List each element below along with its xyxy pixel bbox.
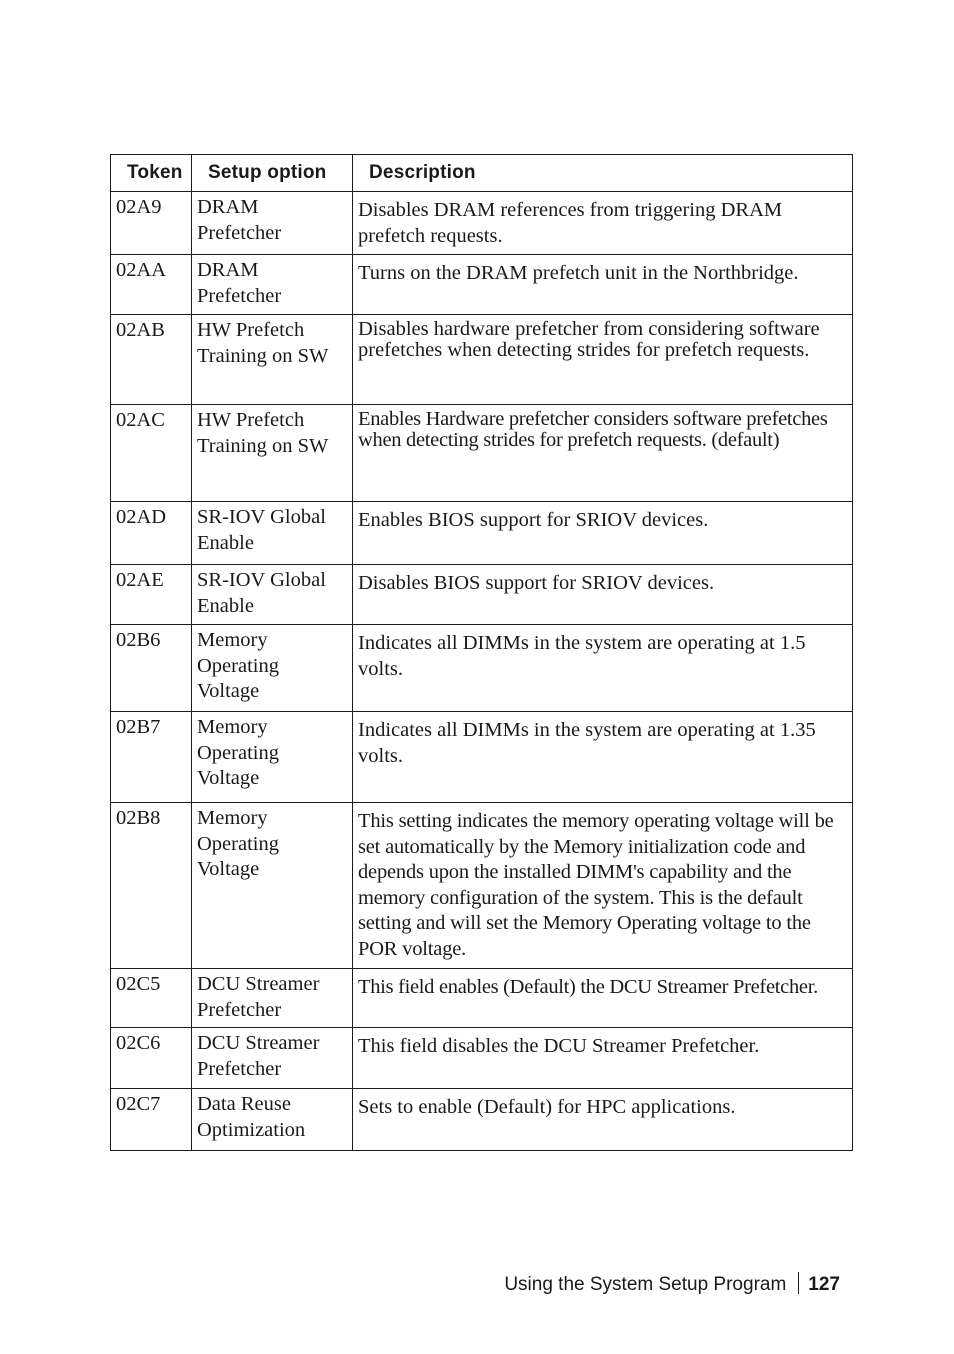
token-cell: 02AB <box>111 315 192 405</box>
table-row <box>111 405 853 502</box>
description-cell: This field enables (Default) the DCU Streamer Prefetcher. <box>353 969 853 1028</box>
header-setup-option: Setup option <box>192 155 353 192</box>
description-cell: Turns on the DRAM prefetch unit in the Northbridge. <box>353 255 853 315</box>
token-cell: 02AA <box>111 255 192 315</box>
table-row <box>111 255 853 315</box>
option-cell: HW Prefetch Training on SW <box>192 315 353 405</box>
option-cell: Memory Operating Voltage <box>192 625 353 712</box>
option-cell: SR-IOV Global Enable <box>192 502 353 565</box>
description-cell: Indicates all DIMMs in the system are operating at 1.5 volts. <box>353 625 853 712</box>
description-cell: Sets to enable (Default) for HPC applications. <box>353 1089 853 1151</box>
token-cell: 02B7 <box>111 712 192 803</box>
option-cell: Memory Operating Voltage <box>192 712 353 803</box>
table-header-row <box>111 155 853 192</box>
option-cell: HW Prefetch Training on SW <box>192 405 353 502</box>
page-number: 127 <box>808 1274 840 1295</box>
description-cell: Enables Hardware prefetcher considers software prefetches when detecting strides for prefetch requests. (default) <box>353 405 853 502</box>
option-cell: DRAM Prefetcher <box>192 255 353 315</box>
page-footer <box>504 1272 840 1296</box>
table-row <box>111 625 853 712</box>
table-row <box>111 315 853 405</box>
table-row <box>111 192 853 255</box>
token-cell: 02C6 <box>111 1028 192 1089</box>
token-cell: 02B8 <box>111 803 192 969</box>
token-cell: 02C5 <box>111 969 192 1028</box>
token-cell: 02AD <box>111 502 192 565</box>
setup-options-table <box>110 154 853 1151</box>
token-cell: 02A9 <box>111 192 192 255</box>
table-row <box>111 1089 853 1151</box>
table-row <box>111 712 853 803</box>
footer-section-title: Using the System Setup Program <box>504 1274 787 1295</box>
description-cell: Disables DRAM references from triggering DRAM prefetch requests. <box>353 192 853 255</box>
token-cell: 02AE <box>111 565 192 625</box>
description-cell: Disables hardware prefetcher from considering software prefetches when detecting strides for prefetch requests. <box>353 315 853 405</box>
description-cell: This setting indicates the memory operating voltage will be set automatically by the Memory initialization code and depends upon the installed DIMM's capability and the memory configuration of the system. This is the default setting and will set the Memory Operating voltage to the POR voltage. <box>353 803 853 969</box>
table-row <box>111 803 853 969</box>
table-row <box>111 1028 853 1089</box>
description-cell: Disables BIOS support for SRIOV devices. <box>353 565 853 625</box>
description-cell: This field disables the DCU Streamer Prefetcher. <box>353 1028 853 1089</box>
description-cell: Enables BIOS support for SRIOV devices. <box>353 502 853 565</box>
token-cell: 02C7 <box>111 1089 192 1151</box>
token-cell: 02AC <box>111 405 192 502</box>
option-cell: SR-IOV Global Enable <box>192 565 353 625</box>
table-row <box>111 969 853 1028</box>
option-cell: DRAM Prefetcher <box>192 192 353 255</box>
footer-divider <box>798 1272 799 1294</box>
option-cell: Data Reuse Optimization <box>192 1089 353 1151</box>
option-cell: DCU Streamer Prefetcher <box>192 969 353 1028</box>
table-row <box>111 565 853 625</box>
option-cell: Memory Operating Voltage <box>192 803 353 969</box>
description-cell: Indicates all DIMMs in the system are operating at 1.35 volts. <box>353 712 853 803</box>
header-description: Description <box>353 155 853 192</box>
table-row <box>111 502 853 565</box>
header-token: Token <box>111 155 192 192</box>
token-cell: 02B6 <box>111 625 192 712</box>
option-cell: DCU Streamer Prefetcher <box>192 1028 353 1089</box>
